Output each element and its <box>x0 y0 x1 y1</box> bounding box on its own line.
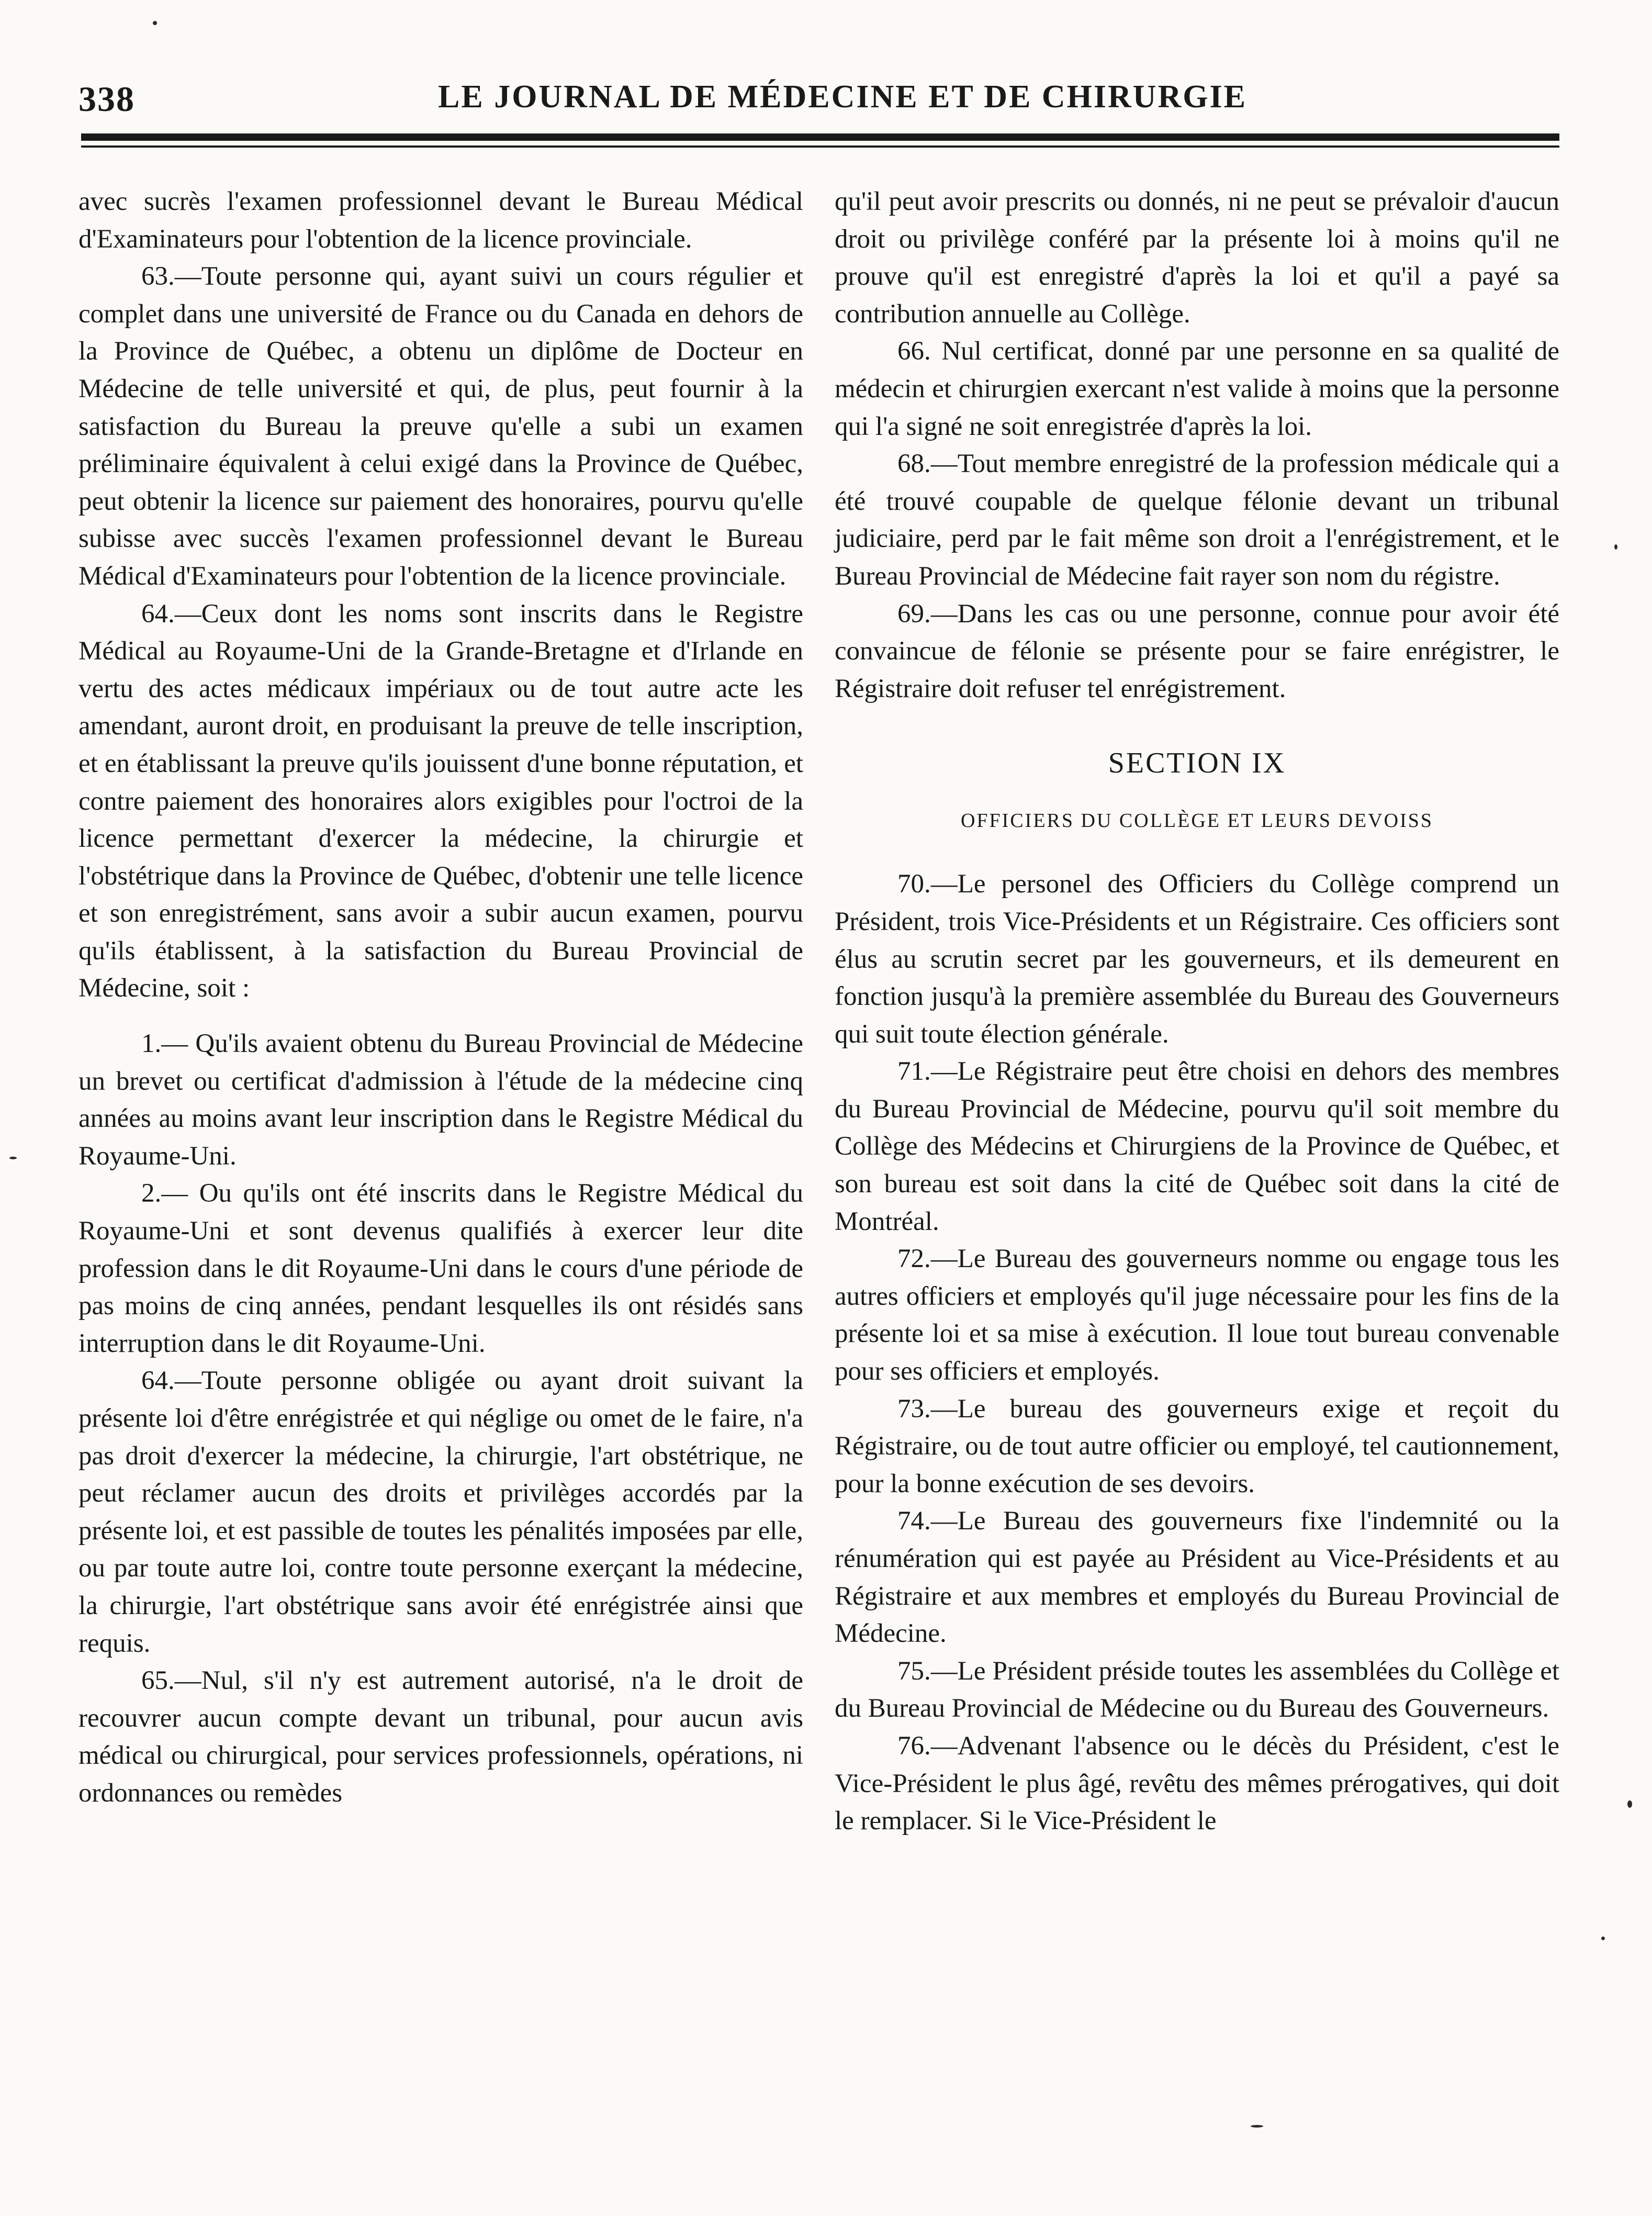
page-header <box>78 79 1559 120</box>
paragraph-68: 68.—Tout membre enregistré de la profession médicale qui a été trouvé coupable de quelque félonie devant un tribunal judiciaire, perd par le fait même son droit a l'enrégistrement, et le Bureau Provincial de Médecine fait rayer son nom du régistre. <box>835 449 1559 591</box>
page-number: 338 <box>78 79 135 119</box>
scan-speck <box>9 1157 17 1159</box>
paragraph-74: 74.—Le Bureau des gouverneurs fixe l'indemnité ou la rénumération qui est payée au Président au Vice-Présidents et au Régistraire et aux membres et employés du Bureau Provincial de Médecine. <box>835 1506 1559 1649</box>
paragraph-65: 65.—Nul, s'il n'y est autrement autorisé, n'a le droit de recouvrer aucun compte devant un tribunal, pour aucun avis médical ou chirurgical, pour services professionnels, opérations, ni ordonnances ou remèdes <box>78 1666 803 1808</box>
paragraph-71: 71.—Le Régistraire peut être choisi en dehors des membres du Bureau Provincial de Médecine, pourvu qu'il soit membre du Collège des Médecins et Chirurgiens de la Province de Québec, et son bureau est soit dans la cité de Québec soit dans la cité de Montréal. <box>835 1057 1559 1236</box>
paragraph-70: 70.—Le personel des Officiers du Collège comprend un Président, trois Vice-Présidents et un Régistraire. Ces officiers sont élus au scrutin secret par les gouverneurs, et ils demeurent en fonction jusqu'à la première assemblée du Bureau des Gouverneurs qui suit toute élection générale. <box>835 869 1559 1049</box>
paragraph-64-item-1: 1.— Qu'ils avaient obtenu du Bureau Provincial de Médecine un brevet ou certificat d'admission à l'étude de la médecine cinq années au moins avant leur inscription dans le Registre Médical du Royaume-Uni. <box>78 1029 803 1171</box>
paragraph-64-item-2: 2.— Ou qu'ils ont été inscrits dans le Registre Médical du Royaume-Uni et sont devenus qualifiés à exercer leur dite profession dans le dit Royaume-Uni dans le cours d'une période de pas moins de cinq années, pendant lesquelles ils ont résidés sans interruption dans le dit Royaume-Uni. <box>78 1179 803 1358</box>
paragraph-63: 63.—Toute personne qui, ayant suivi un cours régulier et complet dans une université de France ou du Canada en dehors de la Province de Québec, a obtenu un diplôme de Docteur en Médecine de telle université et qui, de plus, peut fournir à la satisfaction du Bureau la preuve qu'elle a subi un examen préliminaire équivalent à celui exigé dans la Province de Québec, peut obtenir la licence sur paiement des honoraires, pourvu qu'elle subisse avec succès l'examen professionnel devant le Bureau Médical d'Examinateurs pour l'obtention de la licence provinciale. <box>78 262 803 591</box>
paragraph-76: 76.—Advenant l'absence ou le décès du Président, c'est le Vice-Président le plus âgé, revêtu des mêmes prérogatives, qui doit le remplacer. Si le Vice-Président le <box>835 1731 1559 1836</box>
paragraph-66: 66. Nul certificat, donné par une personne en sa qualité de médecin et chirurgien exercant n'est valide à moins que la personne qui l'a signé ne soit enregistrée d'après la loi. <box>835 337 1559 441</box>
paragraph-65-continued: qu'il peut avoir prescrits ou donnés, ni ne peut se prévaloir d'aucun droit ou privilège conféré par la présente loi à moins qu'il ne prouve qu'il est enregistré d'après la loi et qu'il a payé sa contribution annuelle au Collège. <box>835 187 1559 329</box>
paragraph-75: 75.—Le Président préside toutes les assemblées du Collège et du Bureau Provincial de Médecine ou du Bureau des Gouverneurs. <box>835 1656 1559 1723</box>
scan-speck <box>1251 2125 1263 2128</box>
section-subheading: OFFICIERS DU COLLÈGE ET LEURS DEVOISS <box>960 810 1434 832</box>
header-rule-thin <box>81 146 1559 148</box>
paragraph-72: 72.—Le Bureau des gouverneurs nomme ou engage tous les autres officiers et employés qu'il juge nécessaire pour les fins de la présente loi et sa mise à exécution. Il loue tout bureau convenable pour ses officiers et employés. <box>835 1244 1559 1386</box>
scan-speck <box>1601 1937 1605 1940</box>
scan-speck <box>153 21 157 25</box>
paragraph-73: 73.—Le bureau des gouverneurs exige et reçoit du Régistraire, ou de tout autre officier ou employé, tel cautionnement, pour la bonne exécution de ses devoirs. <box>835 1394 1559 1498</box>
right-column <box>835 183 1559 1840</box>
paragraph-69: 69.—Dans les cas ou une personne, connue pour avoir été convaincue de félonie se présente pour se faire enrégistrer, le Régistraire doit refuser tel enrégistrement. <box>835 599 1559 703</box>
scan-speck <box>1614 544 1617 550</box>
scan-speck <box>1627 1800 1632 1808</box>
paragraph-64: 64.—Ceux dont les noms sont inscrits dans le Registre Médical au Royaume-Uni de la Grande-Bretagne et d'Irlande en vertu des actes médicaux impériaux ou de tout autre acte les amendant, auront droit, en produisant la preuve de telle inscription, et en établissant la preuve qu'ils jouissent d'une bonne réputation, et contre paiement des honoraires alors exigibles pour l'octroi de la licence permettant d'exercer la médecine, la chirurgie et l'obstétrique dans la Province de Québec, d'obtenir une telle licence et son enregistrément, sans avoir a subir aucun examen, pourvu qu'ils établissent, à la satisfaction du Bureau Provincial de Médecine, soit : <box>78 599 803 1003</box>
section-heading: SECTION IX <box>1108 747 1286 780</box>
running-title: LE JOURNAL DE MÉDECINE ET DE CHIRURGIE <box>438 79 1247 115</box>
paragraph-continued: avec sucrès l'examen professionnel devant le Bureau Médical d'Examinateurs pour l'obtention de la licence provinciale. <box>78 187 803 254</box>
left-column <box>78 183 803 1812</box>
paragraph-64b: 64.—Toute personne obligée ou ayant droit suivant la présente loi d'être enrégistrée et qui néglige ou omet de le faire, n'a pas droit d'exercer la médecine, la chirurgie, l'art obstétrique, ne peut réclamer aucun des droits et privilèges accordés par la présente loi, et est passible de toutes les pénalités imposées par elle, ou par toute autre loi, contre toute personne exerçant la médecine, la chirurgie, l'art obstétrique sans avoir été enrégistrée ainsi que requis. <box>78 1366 803 1658</box>
header-rule-thick <box>81 133 1559 141</box>
